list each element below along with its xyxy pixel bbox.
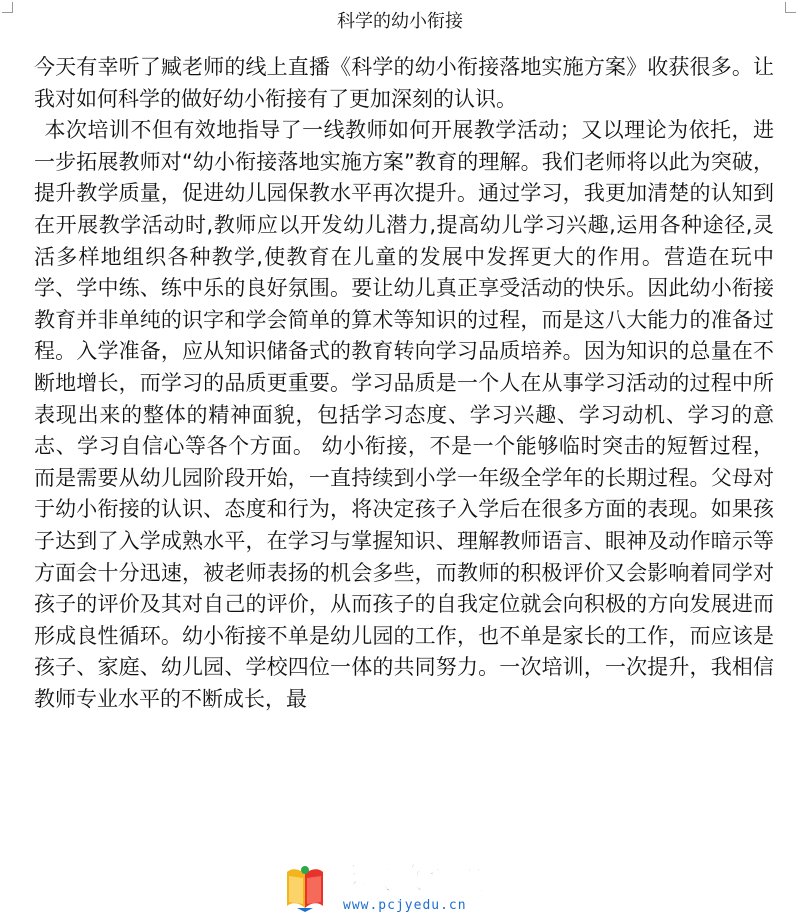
document-title: 科学的幼小衔接	[337, 11, 463, 32]
site-watermark	[285, 862, 525, 920]
watermark-site-name: 彭城教育网	[329, 862, 489, 897]
book-logo-icon	[285, 864, 325, 912]
paragraph-1: 今天有幸听了臧老师的线上直播《科学的幼小衔接落地实施方案》收获很多。让我对如何科学的做好幼小衔接有了更加深刻的认识。	[34, 55, 774, 111]
watermark-site-url: www.pcjyedu.cn	[343, 898, 467, 913]
paragraph-2: 本次培训不但有效地指导了一线教师如何开展教学活动；又以理论为依托，进一步拓展教师对“幼小衔接落地实施方案”教育的理解。我们老师将以此为突破，提升教学质量，促进幼儿园保教水平再次提升。通过学习，我更加清楚的认知到在开展教学活动时,教师应以开发幼儿潜力,提高幼儿学习兴趣,运用各种途径,灵活多样地组织各种教学,使教育在儿童的发展中发挥更大的作用。营造在玩中学、学中练、练中乐的良好氛围。要让幼儿真正享受活动的快乐。因此幼小衔接教育并非单纯的识字和学会简单的算术等知识的过程，而是这八大能力的准备过程。入学准备，应从知识储备式的教育转向学习品质培养。因为知识的总量在不断地增长，而学习的品质更重要。学习品质是一个人在从事学习活动的过程中所表现出来的整体的精神面貌，包括学习态度、学习兴趣、学习动机、学习的意志、学习自信心等各个方面。 幼小衔接，不是一个能够临时突击的短暂过程，而是需要从幼儿园阶段开始，一直持续到小学一年级全学年的长期过程。父母对于幼小衔接的认识、态度和行为，将决定孩子入学后在很多方面的表现。如果孩子达到了入学成熟水平，在学习与掌握知识、理解教师语言、眼神及动作暗示等方面会十分迅速，被老师表扬的机会多些，而教师的积极评价又会影响着同学对孩子的评价及其对自己的评价，从而孩子的自我定位就会向积极的方向发展进而形成良性循环。幼小衔接不单是幼儿园的工作，也不单是家长的工作，而应该是孩子、家庭、幼儿园、学校四位一体的共同努力。一次培训，一次提升，我相信教师专业水平的不断成长，最	[34, 118, 774, 711]
document-body	[34, 52, 774, 715]
